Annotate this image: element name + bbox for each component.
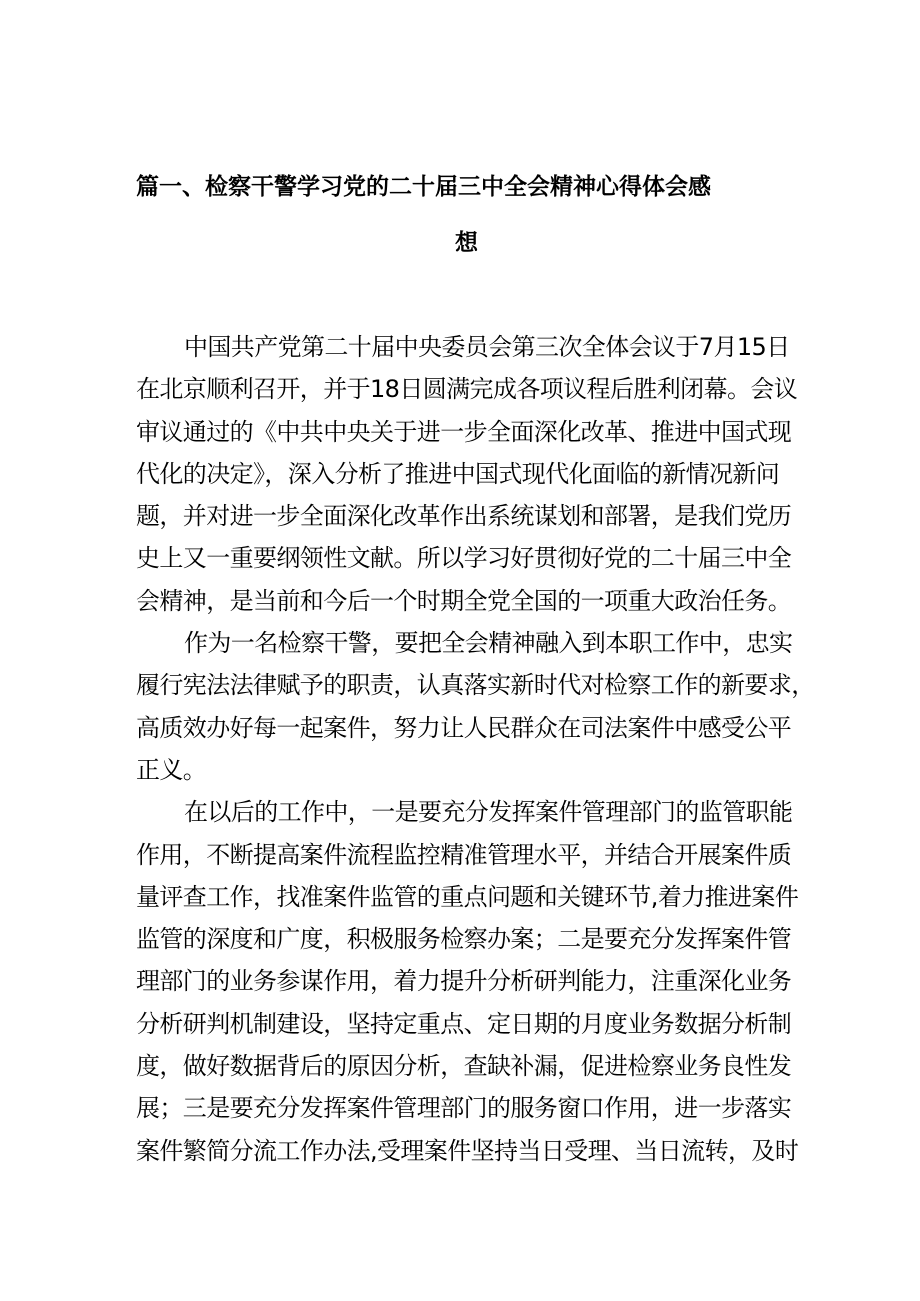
paragraph-2-line: 履行宪法法律赋予的职责，认真落实新时代对检察工作的新要求， xyxy=(136,671,815,700)
paragraph-3-line: 作用，不断提高案件流程监控精准管理水平，并结合开展案件质 xyxy=(136,840,792,869)
paragraph-3-line: 分析研判机制建设，坚持定重点、定日期的月度业务数据分析制 xyxy=(136,1009,792,1038)
paragraph-1-line: 中国共产党第二十届中央委员会第三次全体会议于7月15日 xyxy=(184,333,790,361)
paragraph-2-line: 高质效办好每一起案件，努力让人民群众在司法案件中感受公平 xyxy=(136,713,792,742)
document-title-line-1: 篇一、检察干警学习党的二十届三中全会精神心得体会感 xyxy=(136,174,711,200)
paragraph-1-line: 代化的决定》，深入分析了推进中国式现代化面临的新情况新问 xyxy=(136,459,780,488)
paragraph-2-line: 作为一名检察干警，要把全会精神融入到本职工作中，忠实 xyxy=(184,629,793,658)
paragraph-3-line: 量评查工作，找准案件监管的重点问题和关键环节,着力推进案件 xyxy=(136,882,799,911)
paragraph-3-line: 案件繁简分流工作办法,受理案件坚持当日受理、当日流转，及时 xyxy=(136,1136,799,1165)
paragraph-3-line: 展；三是要充分发挥案件管理部门的服务窗口作用，进一步落实 xyxy=(136,1094,792,1123)
paragraph-3-line: 在以后的工作中，一是要充分发挥案件管理部门的监管职能 xyxy=(184,798,793,827)
paragraph-1-line: 会精神，是当前和今后一个时期全党全国的一项重大政治任务。 xyxy=(136,586,792,615)
paragraph-1-line: 在北京顺利召开，并于18日圆满完成各项议程后胜利闭幕。会议 xyxy=(136,375,798,404)
paragraph-1-line: 题，并对进一步全面深化改革作出系统谋划和部署，是我们党历 xyxy=(136,502,792,531)
paragraph-3-line: 监管的深度和广度，积极服务检察办案；二是要充分发挥案件管 xyxy=(136,925,792,954)
document-title-line-2: 想 xyxy=(455,230,478,256)
paragraph-3-line: 度，做好数据背后的原因分析，查缺补漏，促进检察业务良性发 xyxy=(136,1052,792,1081)
paragraph-1-line: 审议通过的《中共中央关于进一步全面深化改革、推进中国式现 xyxy=(136,417,792,446)
document-body xyxy=(136,326,815,1172)
paragraph-3-line: 理部门的业务参谋作用，着力提升分析研判能力，注重深化业务 xyxy=(136,967,792,996)
paragraph-1-line: 史上又一重要纲领性文献。所以学习好贯彻好党的二十届三中全 xyxy=(136,544,792,573)
paragraph-2-line: 正义。 xyxy=(136,755,207,784)
